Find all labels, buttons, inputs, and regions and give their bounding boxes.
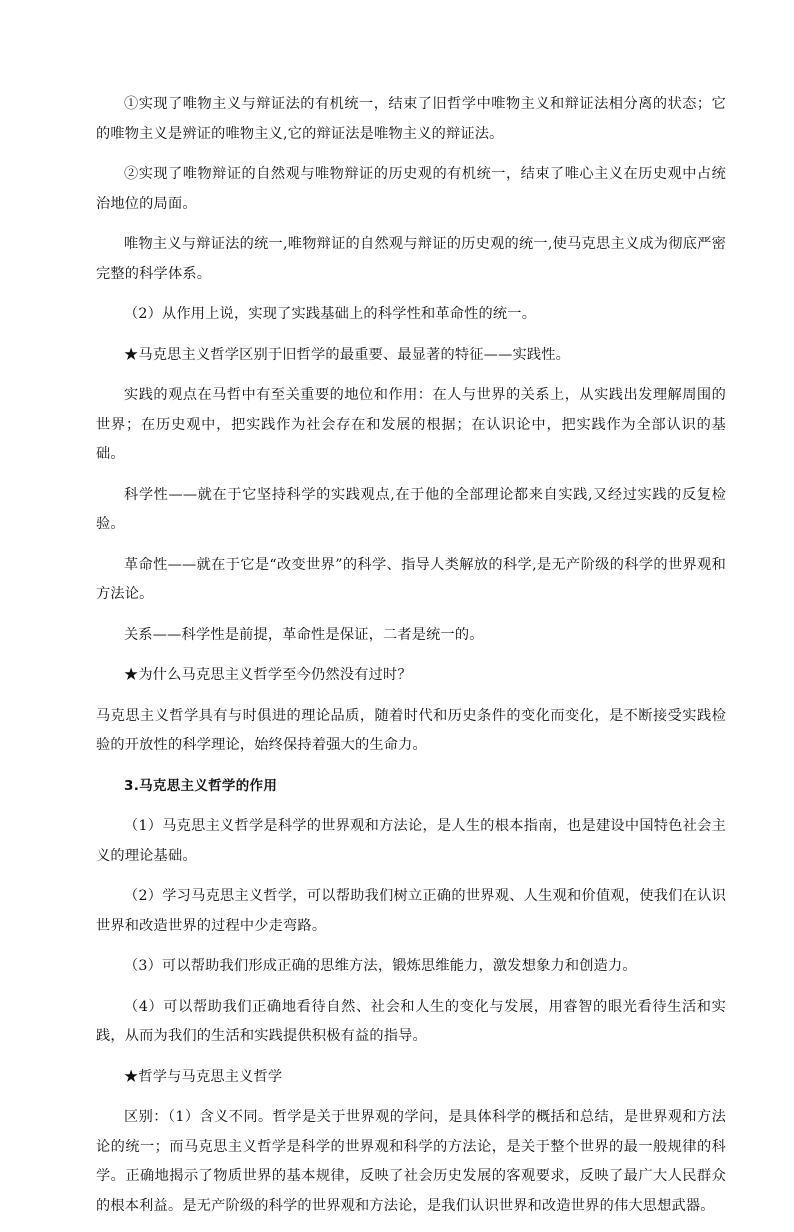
section-heading-role-of-marxist-philosophy: 3.马克思主义哲学的作用 [124,777,278,794]
paragraph-role-4: （4）可以帮助我们正确地看待自然、社会和人生的变化与发展，用睿智的眼光看待生活和实践，从而为我们的生活和实践提供积极有益的指导。 [96,998,726,1044]
paragraph-relationship: 关系——科学性是前提，革命性是保证，二者是统一的。 [124,626,484,643]
paragraph-role-3: （3）可以帮助我们形成正确的思维方法，锻炼思维能力，激发想象力和创造力。 [124,958,637,974]
paragraph-role-2: （2）学习马克思主义哲学，可以帮助我们树立正确的世界观、人生观和价值观，使我们在认识世界和改造世界的过程中少走弯路。 [96,888,726,934]
paragraph-scientific-system: 唯物主义与辩证法的统一,唯物辩证的自然观与辩证的历史观的统一,使马克思主义成为彻底严密完整的科学体系。 [96,236,726,282]
paragraph-practice-role: 实践的观点在马哲中有至关重要的地位和作用：在人与世界的关系上，从实践出发理解周围的世界；在历史观中，把实践作为社会存在和发展的根据；在认识论中，把实践作为全部认识的基础。 [96,387,726,462]
paragraph-why-not-outdated-question: ★为什么马克思主义哲学至今仍然没有过时？ [124,667,412,683]
document-body [96,90,726,1232]
paragraph-practice-feature: ★马克思主义哲学区别于旧哲学的最重要、最显著的特征——实践性。 [124,346,571,363]
paragraph-role-1: （1）马克思主义哲学是科学的世界观和方法论，是人生的根本指南，也是建设中国特色社会主义的理论基础。 [96,818,726,864]
paragraph-materialism-dialectics-unity: ①实现了唯物主义与辩证法的有机统一，结束了旧哲学中唯物主义和辩证法相分离的状态；它的唯物主义是辨证的唯物主义,它的辩证法是唯物主义的辩证法。 [96,96,726,142]
paragraph-why-not-outdated-answer: 马克思主义哲学具有与时俱进的理论品质，随着时代和历史条件的变化而变化，是不断接受实践检验的开放性的科学理论，始终保持着强大的生命力。 [96,707,726,753]
paragraph-nature-history-unity: ②实现了唯物辩证的自然观与唯物辩证的历史观的有机统一，结束了唯心主义在历史观中占统治地位的局面。 [96,166,726,212]
paragraph-function-unity: （2）从作用上说，实现了实践基础上的科学性和革命性的统一。 [124,306,537,322]
paragraph-revolutionary-nature: 革命性——就在于它是“改变世界”的科学、指导人类解放的科学,是无产阶级的科学的世界观和方法论。 [96,556,726,602]
paragraph-scientific-nature: 科学性——就在于它坚持科学的实践观点,在于他的全部理论都来自实践,又经过实践的反复检验。 [96,486,726,532]
paragraph-philosophy-comparison-heading: ★哲学与马克思主义哲学 [124,1068,283,1085]
paragraph-difference-meaning: 区别：（1）含义不同。哲学是关于世界观的学问，是具体科学的概括和总结，是世界观和方法论的统一；而马克思主义哲学是科学的世界观和科学的方法论，是关于整个世界的最一般规律的科学。正确地揭示了物质世界的基本规律，反映了社会历史发展的客观要求，反映了最广大人民群众的根本利益。是无产阶级的科学的世界观和方法论，是我们认识世界和改造世界的伟大思想武器。 [96,1109,726,1214]
